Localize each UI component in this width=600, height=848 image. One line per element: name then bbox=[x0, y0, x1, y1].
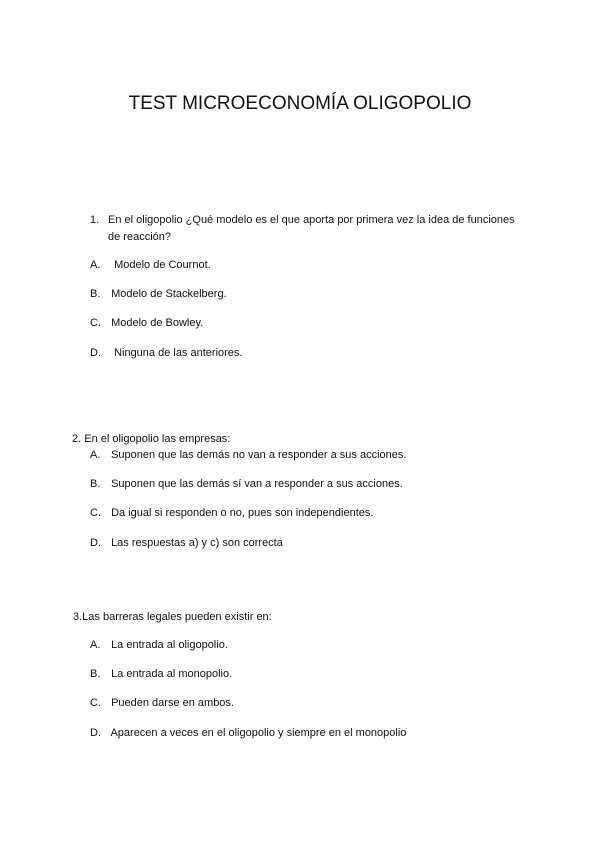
option-letter: A. bbox=[90, 639, 101, 651]
option-3b bbox=[90, 667, 232, 681]
option-text: La entrada al monopolio. bbox=[111, 668, 233, 680]
option-letter: B. bbox=[90, 668, 101, 680]
option-1c bbox=[90, 316, 203, 330]
option-text: Las respuestas a) y c) son correcta bbox=[111, 537, 283, 549]
option-letter: C. bbox=[90, 507, 101, 519]
question-2: 2. En el oligopolio las empresas: bbox=[72, 433, 231, 445]
option-letter: C. bbox=[90, 697, 101, 709]
option-letter: B. bbox=[90, 288, 101, 300]
option-text: Da igual si responden o no, pues son independientes. bbox=[111, 507, 374, 519]
option-text: La entrada al oligopolio. bbox=[111, 639, 228, 651]
question-number: 1. bbox=[90, 214, 100, 226]
option-text: Modelo de Stackelberg. bbox=[111, 288, 227, 300]
option-text: Modelo de Cournot. bbox=[114, 259, 211, 271]
option-text: Ninguna de las anteriores. bbox=[114, 347, 243, 359]
option-letter: B. bbox=[90, 478, 101, 490]
option-letter: D. bbox=[90, 537, 101, 549]
option-1a bbox=[90, 258, 211, 272]
option-1b bbox=[90, 287, 227, 301]
option-letter: D. bbox=[90, 347, 101, 359]
question-3: 3.Las barreras legales pueden existir en: bbox=[73, 611, 272, 623]
option-3d bbox=[90, 726, 406, 740]
option-2a bbox=[90, 448, 406, 462]
option-text: Suponen que las demás no van a responder a sus acciones. bbox=[111, 449, 407, 461]
option-2b bbox=[90, 477, 403, 491]
option-2d bbox=[90, 536, 283, 550]
option-letter: C. bbox=[90, 317, 101, 329]
option-text: Modelo de Bowley. bbox=[111, 317, 204, 329]
option-text: Aparecen a veces en el oligopolio y siempre en el monopolio bbox=[110, 727, 407, 739]
option-3a bbox=[90, 638, 228, 652]
option-3c bbox=[90, 696, 234, 710]
option-text: Pueden darse en ambos. bbox=[111, 697, 234, 709]
option-letter: D. bbox=[90, 727, 101, 739]
option-letter: A. bbox=[90, 259, 101, 271]
option-text: Suponen que las demás sí van a responder a sus acciones. bbox=[111, 478, 403, 490]
option-1d bbox=[90, 346, 242, 360]
question-text: En el oligopolio ¿Qué modelo es el que aporta por primera vez la idea de funciones de reacción? bbox=[108, 214, 515, 243]
option-2c bbox=[90, 506, 373, 520]
page-title: TEST MICROECONOMÍA OLIGOPOLIO bbox=[128, 93, 472, 114]
option-letter: A. bbox=[90, 449, 101, 461]
